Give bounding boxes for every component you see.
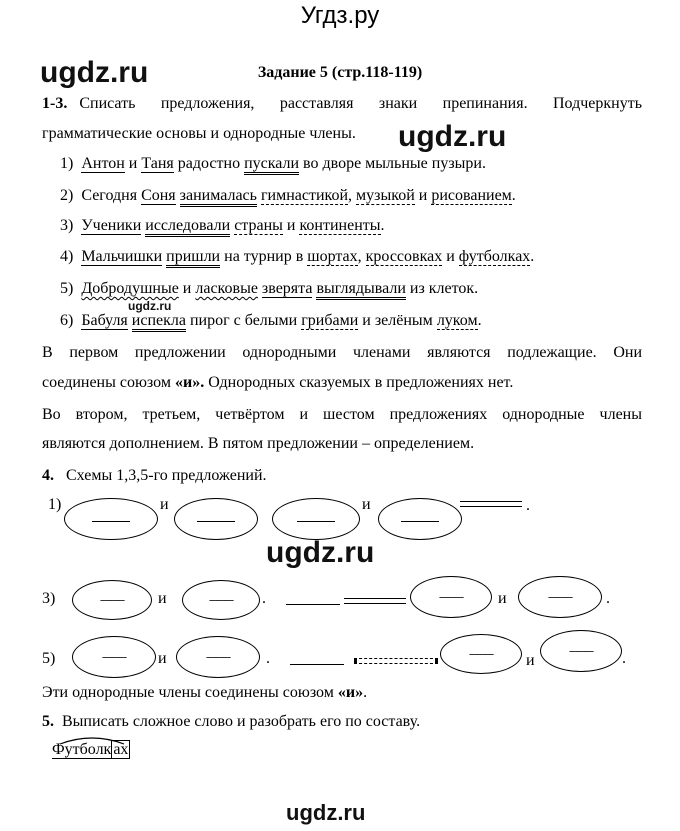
scheme5-object-oval: --------- [540,630,622,672]
scheme5-attribute-oval: --------- [72,636,156,678]
scheme3-object-oval: --------- [518,576,602,618]
scheme1-conj2: и [362,496,371,513]
scheme3-conj2: и [498,590,507,607]
scheme5-conj2: и [526,652,535,669]
scheme3-conj1: и [158,590,167,607]
explanation-line4: являются дополнением. В пятом предложении – определением. [42,435,475,452]
scheme1-subject-oval [378,498,462,540]
scheme1-subject-oval [64,498,158,540]
explanation-line1: В первом предложении однородными членами являются подлежащие. Они [42,344,642,361]
task-1-3-text2: грамматические основы и однородные члены. [42,125,356,142]
explanation-line3: Во втором, третьем, четвёртом и шестом предложениях однородные члены [42,406,642,423]
task-1-3-text1: Списать предложения, расставляя знаки препинания. Подчеркнуть [79,95,642,112]
scheme1-predicate-line [460,501,522,507]
task-1-3-number: 1-3. [42,95,68,112]
task4-line: 4. Схемы 1,3,5-го предложений. [42,467,267,484]
scheme3-end: . [606,590,610,607]
watermark: ugdz.ru [398,120,507,153]
scheme3-object-oval: --------- [72,580,152,620]
watermark: ugdz.ru [286,800,366,825]
explanation-line2: соединены союзом «и». Однородных сказуемых в предложениях нет. [42,374,514,391]
scheme5-predicate-line [354,658,438,664]
scheme3-label: 3) [42,590,56,607]
watermark: ugdz.ru [40,56,149,89]
sentence-3: 3) Ученики исследовали страны и континенты. [60,216,385,236]
scheme1-subject-oval [174,498,258,540]
sentence-5: 5) Добродушные и ласковые зверята выглядывали из клеток. [60,279,478,299]
scheme5-object-oval: --------- [440,634,522,674]
scheme1-end: . [526,497,530,514]
scheme3-object-oval: --------- [410,576,492,618]
watermark: ugdz.ru [266,536,375,569]
sentence-6: 6) Бабуля испекла пирог с белыми грибами и зелёным луком. [60,311,482,331]
scheme5-dot: . [266,650,270,667]
sentence-2: 2) Сегодня Соня занималась гимнастикой, музыкой и рисованием. [60,186,516,206]
scheme5-label: 5) [42,650,56,667]
scheme5-end: . [622,650,626,667]
watermark: ugdz.ru [128,299,172,313]
scheme5-subject-line [290,664,344,665]
scheme3-object-oval: --------- [182,580,260,620]
scheme3-dot: . [262,590,266,607]
scheme5-conj1: и [158,650,167,667]
sentence-4: 4) Мальчишки пришли на турнир в шортах, кроссовках и футболках. [60,247,534,267]
scheme5-attribute-oval: --------- [176,636,260,678]
scheme3-subject-line [286,604,340,605]
scheme1-label: 1) [48,496,62,513]
scheme1-conj1: и [160,496,169,513]
morpheme-word: Футболк ах [52,741,129,758]
task-1-3-line1 [42,94,642,114]
sentence-1: 1) Антон и Таня радостно пускали во дворе мыльные пузыри. [60,154,486,174]
site-title: Угдз.ру [300,2,380,29]
task4-conclusion: Эти однородные члены соединены союзом «и». [42,684,368,701]
task5-heading: Задание 5 (стр.118-119) [257,64,423,81]
scheme3-predicate-line [344,598,406,604]
scheme1-subject-oval [272,498,360,540]
task5-line: 5. Выписать сложное слово и разобрать его по составу. [42,713,421,730]
